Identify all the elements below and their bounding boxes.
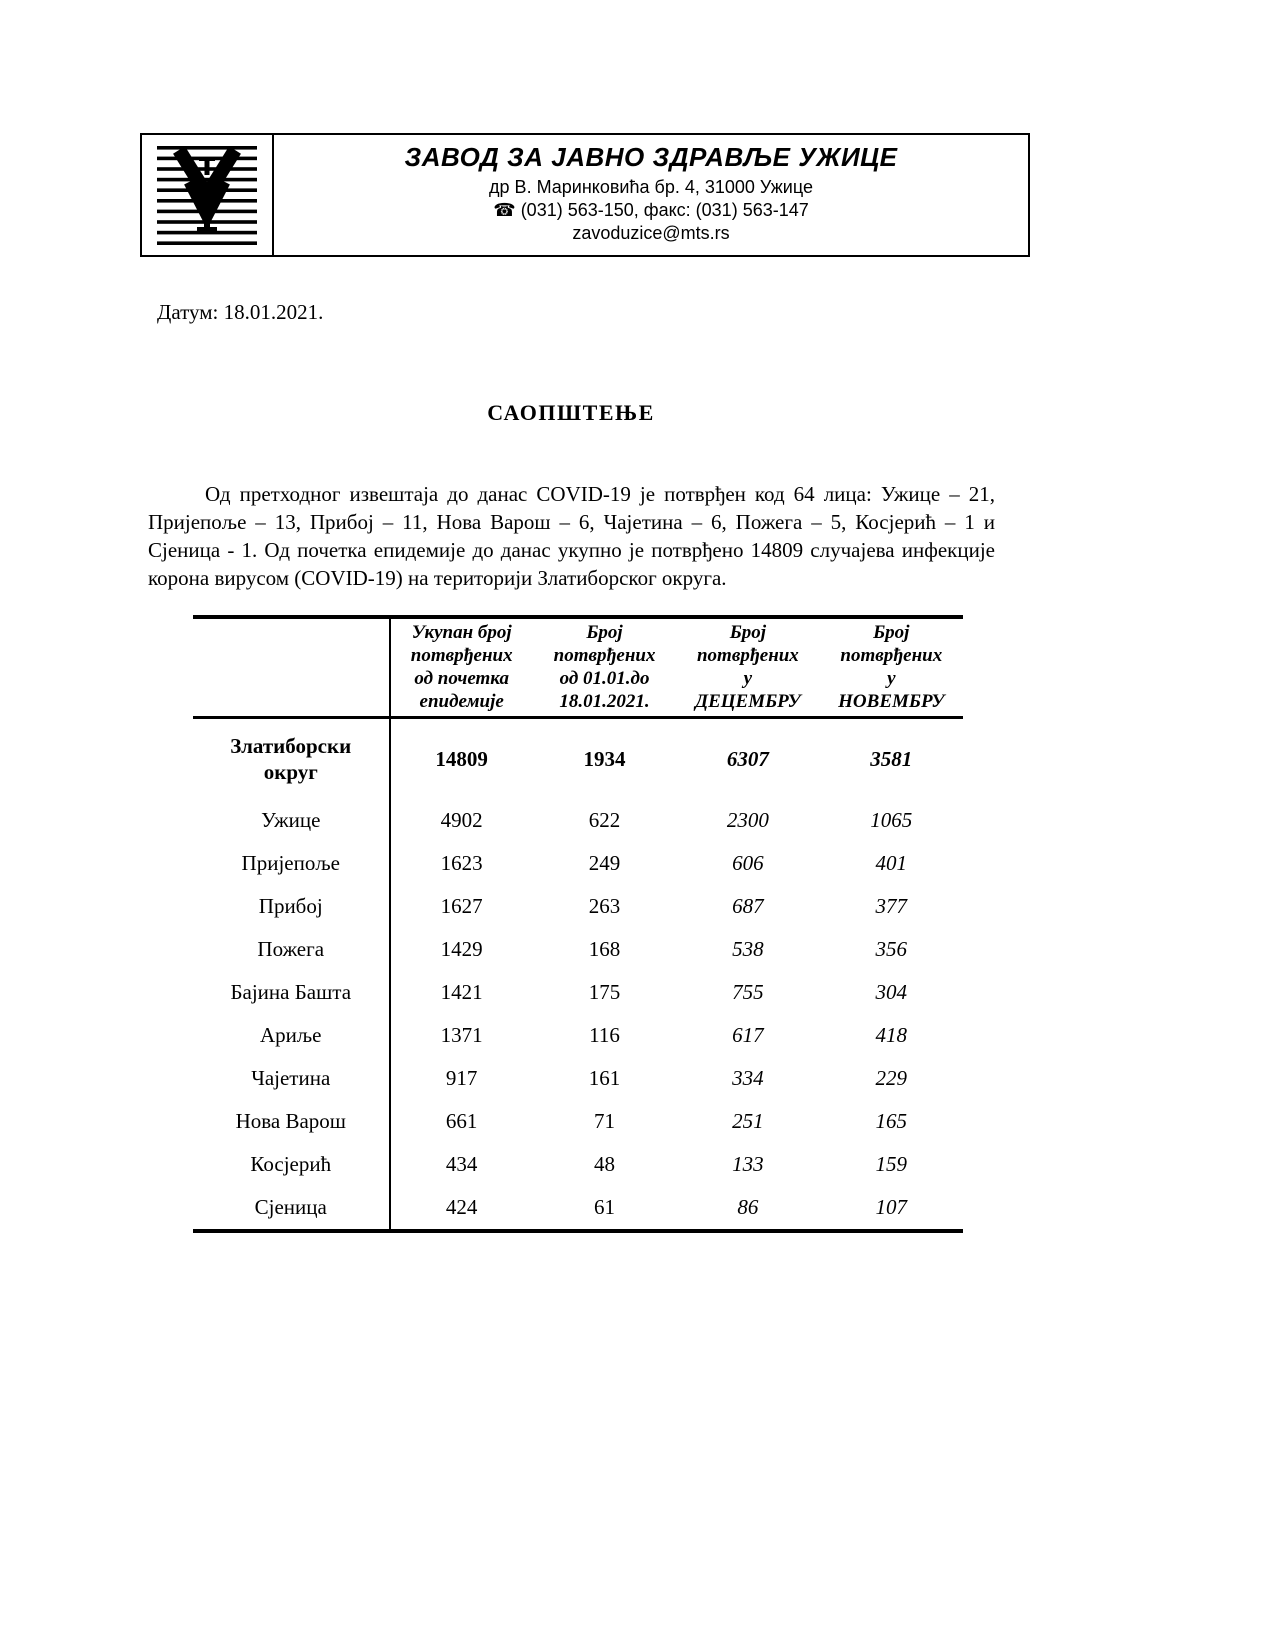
cell-nov: 377: [875, 894, 908, 918]
row-label: Пожега: [193, 928, 390, 971]
cell-nov: 165: [875, 1109, 908, 1133]
covid-cases-table: [193, 615, 963, 1233]
cell-total: 14809: [435, 746, 488, 771]
col-header-line: Број: [873, 622, 910, 643]
cell-nov: 1065: [870, 808, 913, 832]
row-label: Златиборски округ: [193, 718, 390, 800]
date-line: Датум: 18.01.2021.: [157, 300, 324, 324]
cell-nov: 418: [875, 1023, 908, 1047]
cell-dec: 617: [732, 1023, 764, 1047]
cell-jan: 249: [588, 851, 621, 875]
cell-total: 424: [445, 1195, 478, 1219]
cell-nov: 356: [875, 937, 908, 961]
body-paragraph: Од претходног извештаја до данас COVID-19 је потврђен код 64 лица: Ужице – 21, Пријепоље – 13, Прибој – 11, Нова Варош – 6, Чајетина – 6, Пожега – 5, Косјерић – 1 и Сјеница - 1. Од почетка епидемије до данас укупно је потврђено 14809 случајева инфекције корона вирусом (COVID-19) на територији Златиборског округа.: [148, 482, 995, 590]
cell-dec: 86: [737, 1195, 759, 1219]
col-header-line: НОВЕМБРУ: [838, 691, 945, 712]
cell-total: 1623: [440, 851, 483, 875]
cell-dec: 251: [732, 1109, 764, 1133]
table-row: [193, 1186, 963, 1231]
cell-dec: 687: [732, 894, 764, 918]
cell-jan: 1934: [583, 746, 626, 771]
org-phone-fax: (031) 563-150, факс: (031) 563-147: [520, 200, 809, 220]
org-phone-line: [274, 200, 1028, 221]
table-row: [193, 885, 963, 928]
row-label: Бајина Башта: [193, 971, 390, 1014]
cell-total: 1421: [440, 980, 483, 1004]
col-header-november: [820, 617, 963, 718]
cell-nov: 159: [875, 1152, 908, 1176]
row-label: Косјерић: [193, 1143, 390, 1186]
org-email: zavoduzice@mts.rs: [572, 223, 730, 243]
col-header-line: од 01.01.до: [559, 668, 650, 689]
table-row: [193, 1100, 963, 1143]
col-header-line: потврђених: [553, 645, 656, 666]
cell-total: 1429: [440, 937, 483, 961]
cell-jan: 622: [588, 808, 621, 832]
cell-dec: 133: [732, 1152, 764, 1176]
cell-nov: 401: [875, 851, 908, 875]
col-header-line: 18.01.2021.: [559, 691, 650, 712]
cell-jan: 71: [594, 1109, 616, 1133]
table-row: [193, 928, 963, 971]
table-row-district-total: [193, 718, 963, 800]
institute-logo-icon: [155, 145, 259, 245]
col-header-line: у: [743, 668, 753, 689]
table-header-row: [193, 617, 963, 718]
letterhead-info: [274, 135, 1028, 255]
cell-dec: 6307: [726, 746, 769, 771]
cell-jan: 161: [588, 1066, 621, 1090]
row-label: Ужице: [193, 799, 390, 842]
row-label: Ариље: [193, 1014, 390, 1057]
col-header-line: потврђених: [840, 645, 943, 666]
col-header-line: Укупан број: [411, 622, 512, 643]
cell-jan: 48: [594, 1152, 616, 1176]
cell-jan: 61: [594, 1195, 616, 1219]
table-row: [193, 842, 963, 885]
row-label: Чајетина: [193, 1057, 390, 1100]
cell-total: 917: [445, 1066, 478, 1090]
cell-jan: 263: [588, 894, 621, 918]
cell-jan: 168: [588, 937, 621, 961]
cell-total: 1371: [440, 1023, 483, 1047]
row-label: Прибој: [193, 885, 390, 928]
col-header-line: од почетка: [414, 668, 509, 689]
row-label: Пријепоље: [193, 842, 390, 885]
col-header-total: [390, 617, 533, 718]
col-header-line: потврђених: [410, 645, 513, 666]
col-header-line: Број: [586, 622, 623, 643]
col-header-line: епидемије: [419, 691, 504, 712]
letterhead-box: [140, 133, 1030, 257]
logo-cell: [142, 135, 274, 255]
table-row: [193, 1014, 963, 1057]
cell-nov: 107: [875, 1195, 908, 1219]
table-row: [193, 1057, 963, 1100]
table-row: [193, 799, 963, 842]
cell-dec: 755: [732, 980, 764, 1004]
col-header-december: [676, 617, 819, 718]
row-label: Нова Варош: [193, 1100, 390, 1143]
cell-dec: 606: [732, 851, 764, 875]
table-corner-cell: [193, 617, 390, 718]
cell-dec: 2300: [726, 808, 769, 832]
col-header-jan-period: [533, 617, 676, 718]
cell-total: 661: [445, 1109, 478, 1133]
table-row: [193, 1143, 963, 1186]
org-name: ЗАВОД ЗА ЈАВНО ЗДРАВЉЕ УЖИЦЕ: [404, 142, 898, 172]
page-title: САОПШТЕЊЕ: [487, 400, 655, 425]
cell-total: 434: [445, 1152, 478, 1176]
cell-nov: 304: [875, 980, 908, 1004]
col-header-line: у: [887, 668, 896, 689]
col-header-line: ДЕЦЕМБРУ: [695, 691, 801, 712]
phone-icon: ☎: [493, 200, 516, 220]
org-address: др В. Маринковића бр. 4, 31000 Ужице: [489, 177, 813, 197]
cell-jan: 116: [589, 1023, 620, 1047]
cell-total: 4902: [440, 808, 483, 832]
row-label: Сјеница: [193, 1186, 390, 1231]
col-header-line: Број: [729, 622, 767, 643]
cell-jan: 175: [588, 980, 621, 1004]
cell-nov: 229: [875, 1066, 908, 1090]
cell-dec: 334: [732, 1066, 764, 1090]
col-header-line: потврђених: [696, 645, 799, 666]
cell-total: 1627: [440, 894, 483, 918]
cell-dec: 538: [732, 937, 764, 961]
table-row: [193, 971, 963, 1014]
cell-nov: 3581: [870, 746, 913, 771]
